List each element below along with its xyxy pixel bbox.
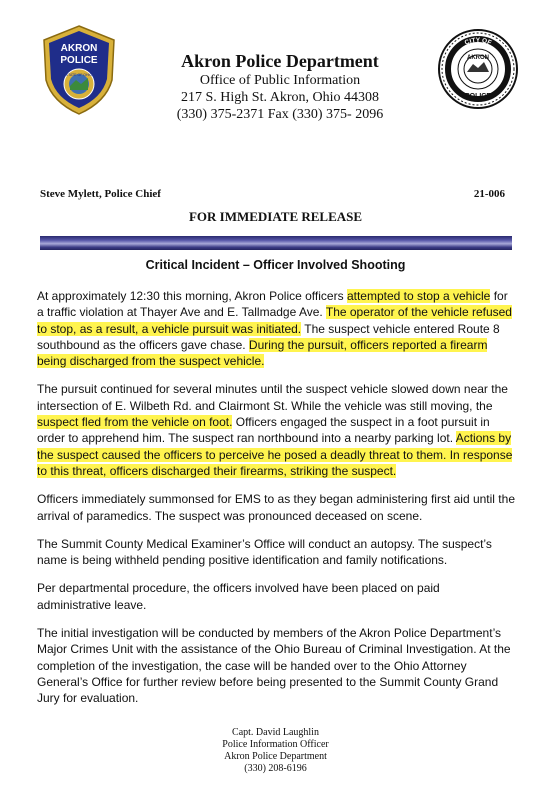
seal-police-text: POLICE <box>464 93 492 100</box>
paragraph-2 <box>37 381 515 479</box>
signature-phone: (330) 208-6196 <box>244 763 307 774</box>
p2-highlight-2: Actions by the suspect caused the officers to perceive he posed a deadly threat to them. In response to this threat, officers discharged their firearms, striking the suspect. <box>37 431 513 478</box>
badge-state-text: STATE OF OHIO <box>65 73 93 77</box>
immediate-release-label: FOR IMMEDIATE RELEASE <box>188 209 363 224</box>
police-chief-line: Steve Mylett, Police Chief <box>40 188 161 200</box>
release-number: 21-006 <box>473 188 505 200</box>
badge-police-text: POLICE <box>60 55 98 66</box>
p1-highlight-2: The operator of the vehicle refused to stop, as a result, a vehicle pursuit was initiated. <box>37 305 512 336</box>
seal-top-text: CITY OF <box>463 36 493 47</box>
paragraph-3: Officers immediately summonsed for EMS to as they began administering first aid until the arrival of paramedics. The suspect was pronounced deceased on scene. <box>37 492 515 523</box>
letterhead <box>130 50 430 123</box>
p1-text-2: for a traffic violation at Thayer Ave and E. Tallmadge Ave. <box>37 289 508 320</box>
akron-police-badge-logo <box>40 24 118 116</box>
header-divider-bar <box>40 236 512 250</box>
press-release-headline: Critical Incident – Officer Involved Shooting <box>145 258 406 272</box>
signature-org: Akron Police Department <box>224 751 327 762</box>
press-release-body <box>37 288 515 719</box>
city-police-seal-logo <box>437 28 519 110</box>
badge-akron-text: AKRON <box>60 43 98 54</box>
p2-highlight-1: suspect fled from the vehicle on foot. <box>37 415 233 430</box>
office-name: Office of Public Information <box>199 73 361 88</box>
signature-title: Police Information Officer <box>222 739 329 750</box>
p1-text-1: At approximately 12:30 this morning, Akron Police officers <box>37 289 347 303</box>
paragraph-1 <box>37 288 515 369</box>
p2-text-1: The pursuit continued for several minutes until the suspect vehicle slowed down near the intersection of E. Wilbeth Rd. and Clairmont St. While the vehicle was still moving, the <box>37 382 508 413</box>
paragraph-5: Per departmental procedure, the officers involved have been placed on paid administrative leave. <box>37 581 440 612</box>
seal-akron-text: AKRON <box>467 55 489 61</box>
office-phone-fax: (330) 375-2371 Fax (330) 375- 2096 <box>176 107 384 122</box>
p1-text-3: The suspect vehicle entered Route 8 southbound as the officers gave chase. <box>37 321 500 352</box>
signature-block <box>0 727 551 775</box>
p1-highlight-3: During the pursuit, officers reported a firearm being discharged from the suspect vehicle. <box>37 337 488 369</box>
office-address: 217 S. High St. Akron, Ohio 44308 <box>181 90 379 105</box>
signature-name: Capt. David Laughlin <box>232 727 319 738</box>
p2-text-2: Officers engaged the suspect in a foot pursuit in order to apprehend him. The suspect ran northbound into a nearby parking lot. <box>37 415 490 446</box>
p1-highlight-1: attempted to stop a vehicle <box>346 289 491 303</box>
paragraph-6: The initial investigation will be conducted by members of the Akron Police Department’s Major Crimes Unit with the assistance of the Ohio Bureau of Criminal Investigation. At the completion of the investigation, the case will be handed over to the Ohio Attorney General’s Office for further review before being presented to the Summit County Grand Jury for evaluation. <box>37 626 511 706</box>
department-name: Akron Police Department <box>181 51 379 71</box>
paragraph-4: The Summit County Medical Examiner’s Office will conduct an autopsy. The suspect’s name is being withheld pending positive identification and family notifications. <box>37 536 492 568</box>
